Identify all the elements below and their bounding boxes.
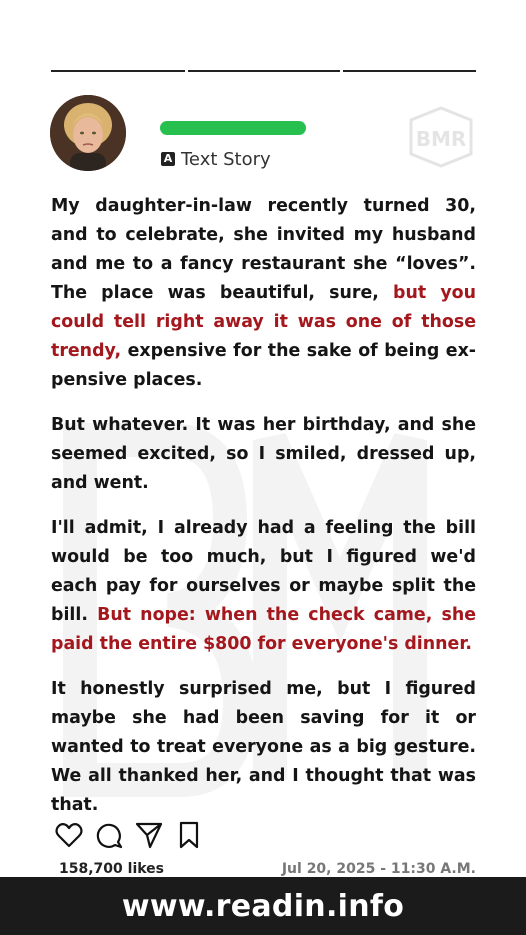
story-type-label: Text Story — [181, 148, 271, 170]
bookmark-icon[interactable] — [174, 820, 204, 850]
top-divider-3 — [343, 70, 476, 72]
post-actions — [54, 820, 204, 850]
story-paragraph — [51, 192, 476, 395]
story-highlight-text: But nope: when the check came, she paid the entire $800 for everyone's dinner. — [51, 605, 476, 654]
story-type-tag — [161, 148, 271, 170]
story-body — [51, 192, 476, 836]
heart-icon[interactable] — [54, 820, 84, 850]
avatar[interactable] — [50, 95, 126, 171]
story-paragraph — [51, 514, 476, 659]
footer-banner — [0, 877, 526, 935]
story-text: My daughter-in-law recently turned 30, and to celebrate, she invited my husband and me to a fancy restaurant she “loves”. The place was beautiful, sure, — [51, 196, 476, 303]
story-text: expensive for the sake of being expensive places. — [51, 341, 476, 390]
post-date: Jul 20, 2025 - 11:30 A.M. — [281, 861, 476, 877]
footer-url[interactable]: www.readin.info — [121, 888, 405, 924]
share-icon[interactable] — [134, 820, 164, 850]
author-name-redacted[interactable] — [160, 121, 306, 135]
comment-icon[interactable] — [94, 820, 124, 850]
corner-watermark-logo — [408, 106, 474, 168]
story-text: It honestly surprised me, but I figured maybe she had been saving for it or wanted to treat everyone as a big gesture. We all thanked her, and I thought that was that. — [51, 679, 476, 815]
text-story-icon: A — [161, 152, 175, 166]
avatar-portrait — [50, 95, 126, 171]
top-divider-1 — [51, 70, 185, 72]
likes-count[interactable]: 158,700 likes — [59, 861, 164, 877]
corner-watermark-text: BMR — [415, 127, 467, 151]
story-text: But whatever. It was her birthday, and she seemed excited, so I smiled, dressed up, and went. — [51, 415, 476, 493]
story-text: I'll admit, I already had a feeling the bill would be too much, but I figured we'd each pay for ourselves or maybe split the bill. — [51, 518, 476, 625]
story-paragraph — [51, 411, 476, 498]
story-highlight-text: but you could tell right away it was one of those trendy, — [51, 283, 476, 361]
top-divider-2 — [188, 70, 340, 72]
story-paragraph — [51, 675, 476, 820]
